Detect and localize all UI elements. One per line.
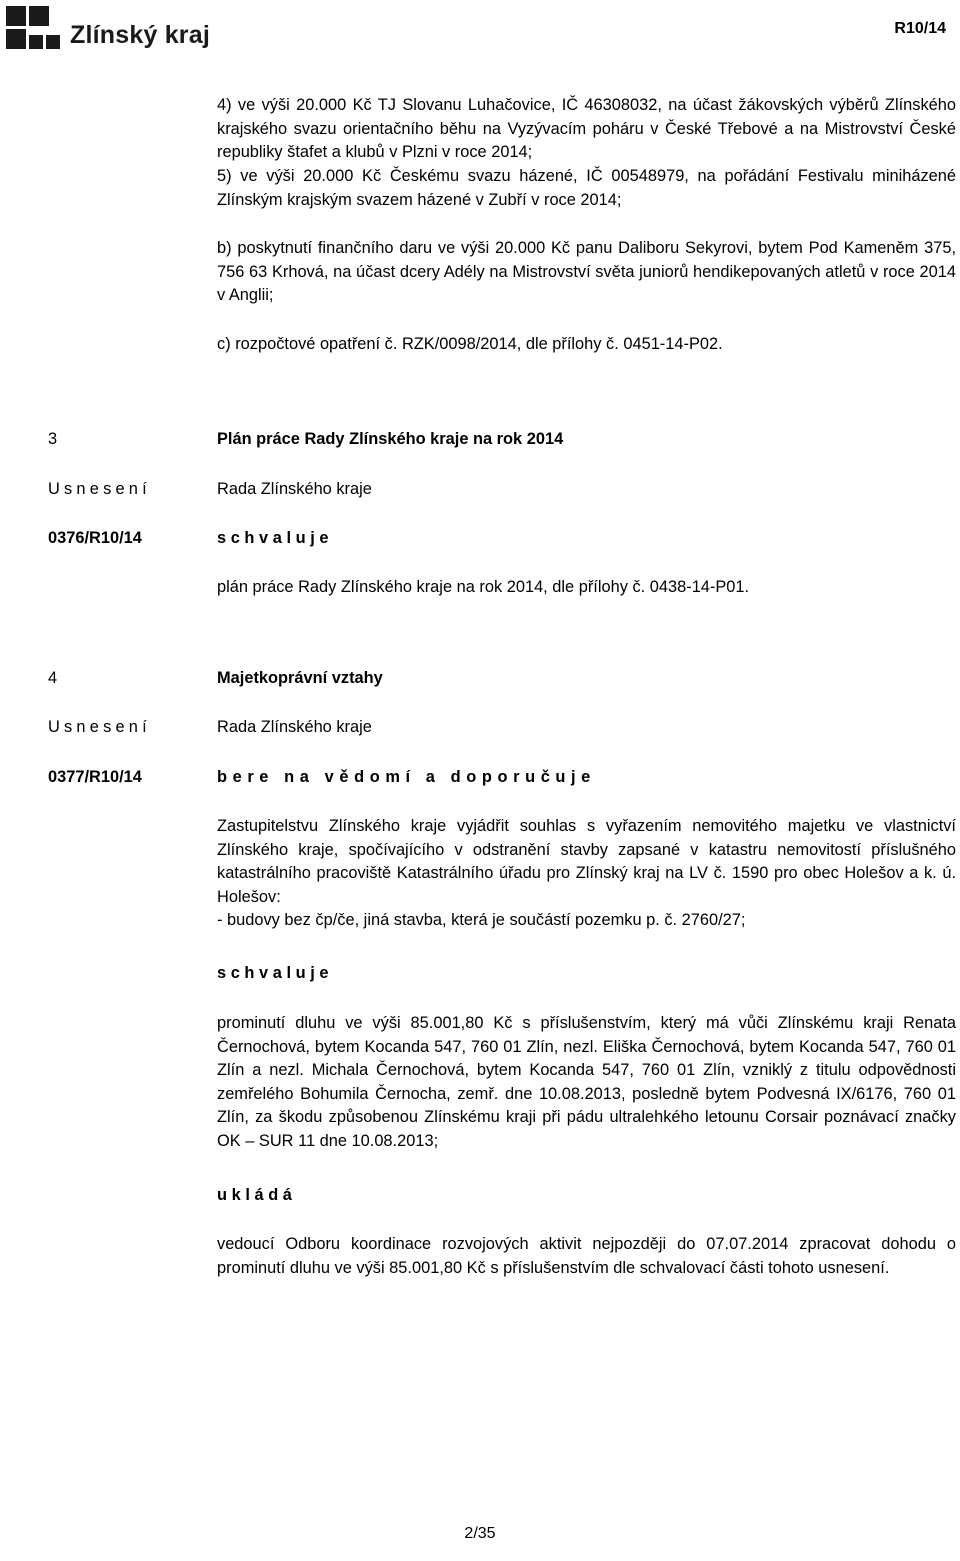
zlinsky-kraj-logo xyxy=(6,6,210,54)
section-4-text-1-item: - budovy bez čp/če, jiná stavba, která je součástí pozemku p. č. 2760/27; xyxy=(217,911,746,929)
section-3-text: plán práce Rady Zlínského kraje na rok 2014, dle přílohy č. 0438-14-P01. xyxy=(217,578,750,596)
section-3-number: 3 xyxy=(48,430,58,448)
section-3-title: Plán práce Rady Zlínského kraje na rok 2014 xyxy=(217,430,564,448)
section-4-text-3: vedoucí Odboru koordinace rozvojových aktivit nejpozději do 07.07.2014 zpracovat dohodu o prominutí dluhu ve výši 85.001,80 Kč s příslušenstvím dle schvalovací části tohoto usnesení. xyxy=(217,1235,956,1277)
section-4-text-1: Zastupitelstvu Zlínského kraje vyjádřit souhlas s vyřazením nemovitého majetku ve vlastnictví Zlínského kraje, spočívajícího v odstranění stavby zapsané v katastru nemovitostí příslušného katastrálního pracoviště Katastrálního úřadu pro Zlínský kraj na LV č. 1590 pro obec Holešov a k. ú. Holešov: xyxy=(217,817,956,906)
section-4-verb-1: bere na vědomí a doporučuje xyxy=(217,768,596,786)
section-4-number: 4 xyxy=(48,669,58,687)
logo-squares-icon xyxy=(6,6,64,52)
document-id: R10/14 xyxy=(894,20,946,37)
section-3-resolution-id: 0376/R10/14 xyxy=(48,529,142,547)
section-4-resolution-id: 0377/R10/14 xyxy=(48,768,142,786)
section-4-usneseni-label: Usnesení xyxy=(48,718,151,736)
resolution-point-c: c) rozpočtové opatření č. RZK/0098/2014, dle přílohy č. 0451-14-P02. xyxy=(217,335,723,353)
section-4-verb-3: ukládá xyxy=(217,1186,297,1204)
section-3-usneseni-label: Usnesení xyxy=(48,480,151,498)
logo-text: Zlínský kraj xyxy=(70,21,210,49)
section-3-body: Rada Zlínského kraje xyxy=(217,480,372,498)
section-4-body: Rada Zlínského kraje xyxy=(217,718,372,736)
grant-item-5: 5) ve výši 20.000 Kč Českému svazu házené, IČ 00548979, na pořádání Festivalu miniházené Zlínským krajským svazem házené v Zubří v roce 2014; xyxy=(217,167,956,209)
section-4-verb-2: schvaluje xyxy=(217,964,334,982)
page-number: 2/35 xyxy=(464,1525,496,1542)
section-4-title: Majetkoprávní vztahy xyxy=(217,669,383,687)
resolution-point-b: b) poskytnutí finančního daru ve výši 20.000 Kč panu Daliboru Sekyrovi, bytem Pod Kameněm 375, 756 63 Krhová, na účast dcery Adély na Mistrovství světa juniorů hendikepovaných atletů v roce 2014 v Anglii; xyxy=(217,239,956,304)
section-4-text-2: prominutí dluhu ve výši 85.001,80 Kč s příslušenstvím, který má vůči Zlínskému kraji Renata Černochová, bytem Kocanda 547, 760 01 Zlín, nezl. Eliška Černochová, bytem Kocanda 547, 760 01 Zlín a nezl. Michala Černochová, bytem Kocanda 547, 760 01 Zlín, vzniklý z titulu odpovědnosti zemřelého Bohumila Černocha, zemř. dne 10.08.2013, posledně bytem Podvesná IX/6176, 760 01 Zlín, za škodu způsobenou Zlínskému kraji při pádu ultralehkého letounu Corsair poznávací značky OK – SUR 11 dne 10.08.2013; xyxy=(217,1014,956,1150)
section-3-verb: schvaluje xyxy=(217,529,334,547)
grant-item-4: 4) ve výši 20.000 Kč TJ Slovanu Luhačovice, IČ 46308032, na účast žákovských výběrů Zlínského krajského svazu orientačního běhu na Vyzývacím poháru v České Třebové a na Mistrovství České republiky štafet a klubů v Plzni v roce 2014; xyxy=(217,96,956,161)
